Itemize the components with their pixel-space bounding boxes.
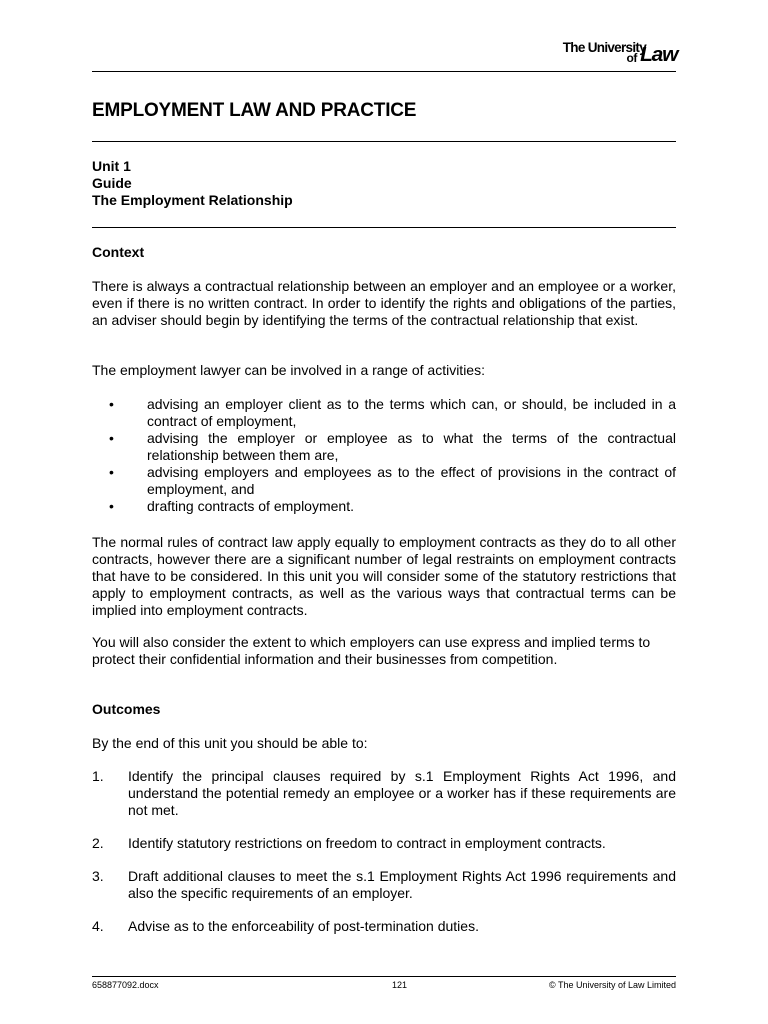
unit-type: Guide [92,175,132,191]
context-paragraph-4: You will also consider the extent to which employers can use express and implied terms to protect their confidential information and their businesses from competition. [92,634,651,667]
title-rule [92,141,676,142]
header-rule [92,71,676,72]
outcome-number: 1. [92,768,104,784]
list-item [92,498,676,515]
context-heading: Context [92,244,145,260]
outcome-text: Identify statutory restrictions on freedom to contract in employment contracts. [128,835,606,851]
bullet-icon: • [109,498,114,514]
outcome-number: 2. [92,835,104,851]
outcome-text: Identify the principal clauses required by s.1 Employment Rights Act 1996, and understand the potential remedy an employee or a worker has if these requirements are not met. [128,768,676,818]
logo-text-university: The University [562,40,646,55]
bullet-icon: • [109,464,114,480]
outcome-text: Advise as to the enforceability of post-termination duties. [128,918,479,934]
outcome-number: 4. [92,918,104,934]
unit-block [92,158,293,209]
logo-text-law: Law [639,44,677,66]
outcomes-intro: By the end of this unit you should be able to: [92,735,368,751]
bullet-icon: • [109,430,114,446]
list-item-text: advising an employer client as to the terms which can, or should, be included in a contract of employment, [147,396,676,429]
footer-page-number: 121 [392,980,408,990]
list-item-text: drafting contracts of employment. [147,498,354,514]
list-item-text: advising the employer or employee as to what the terms of the contractual relationship between them are, [147,430,676,463]
list-item [92,396,676,430]
list-item [92,430,676,464]
context-paragraph-2: The employment lawyer can be involved in a range of activities: [92,362,485,378]
document-title: EMPLOYMENT LAW AND PRACTICE [92,100,417,121]
outcomes-heading: Outcomes [92,701,161,717]
bullet-icon: • [109,396,114,412]
context-paragraph-3: The normal rules of contract law apply equally to employment contracts as they do to all other contracts, however there are a significant number of legal restraints on employment contracts that have to be considered. In this unit you will consider some of the statutory restrictions that apply to employment contracts, as well as the various ways that contractual terms can be implied into employment contracts. [92,534,676,618]
footer-rule [92,976,676,977]
university-of-law-logo [546,41,676,65]
list-item [92,918,676,935]
activities-list [92,396,676,515]
context-paragraph-1: There is always a contractual relationship between an employer and an employee or a worker, even if there is no written contract. In order to identify the rights and obligations of the parties, an adviser should begin by identifying the terms of the contractual relationship that exist. [92,278,676,328]
outcomes-list [92,768,676,951]
page-footer [92,980,676,992]
unit-number: Unit 1 [92,158,131,174]
unit-rule [92,227,676,228]
outcome-text: Draft additional clauses to meet the s.1 Employment Rights Act 1996 requirements and also the specific requirements of an employer. [128,868,676,901]
unit-name: The Employment Relationship [92,192,293,208]
logo-text-of: of [626,51,637,65]
outcome-number: 3. [92,868,104,884]
list-item [92,868,676,902]
footer-filename: 658877092.docx [92,980,159,990]
footer-copyright: © The University of Law Limited [548,980,676,990]
list-item [92,835,676,852]
list-item [92,464,676,498]
list-item-text: advising employers and employees as to the effect of provisions in the contract of employment, and [147,464,676,497]
list-item [92,768,676,819]
